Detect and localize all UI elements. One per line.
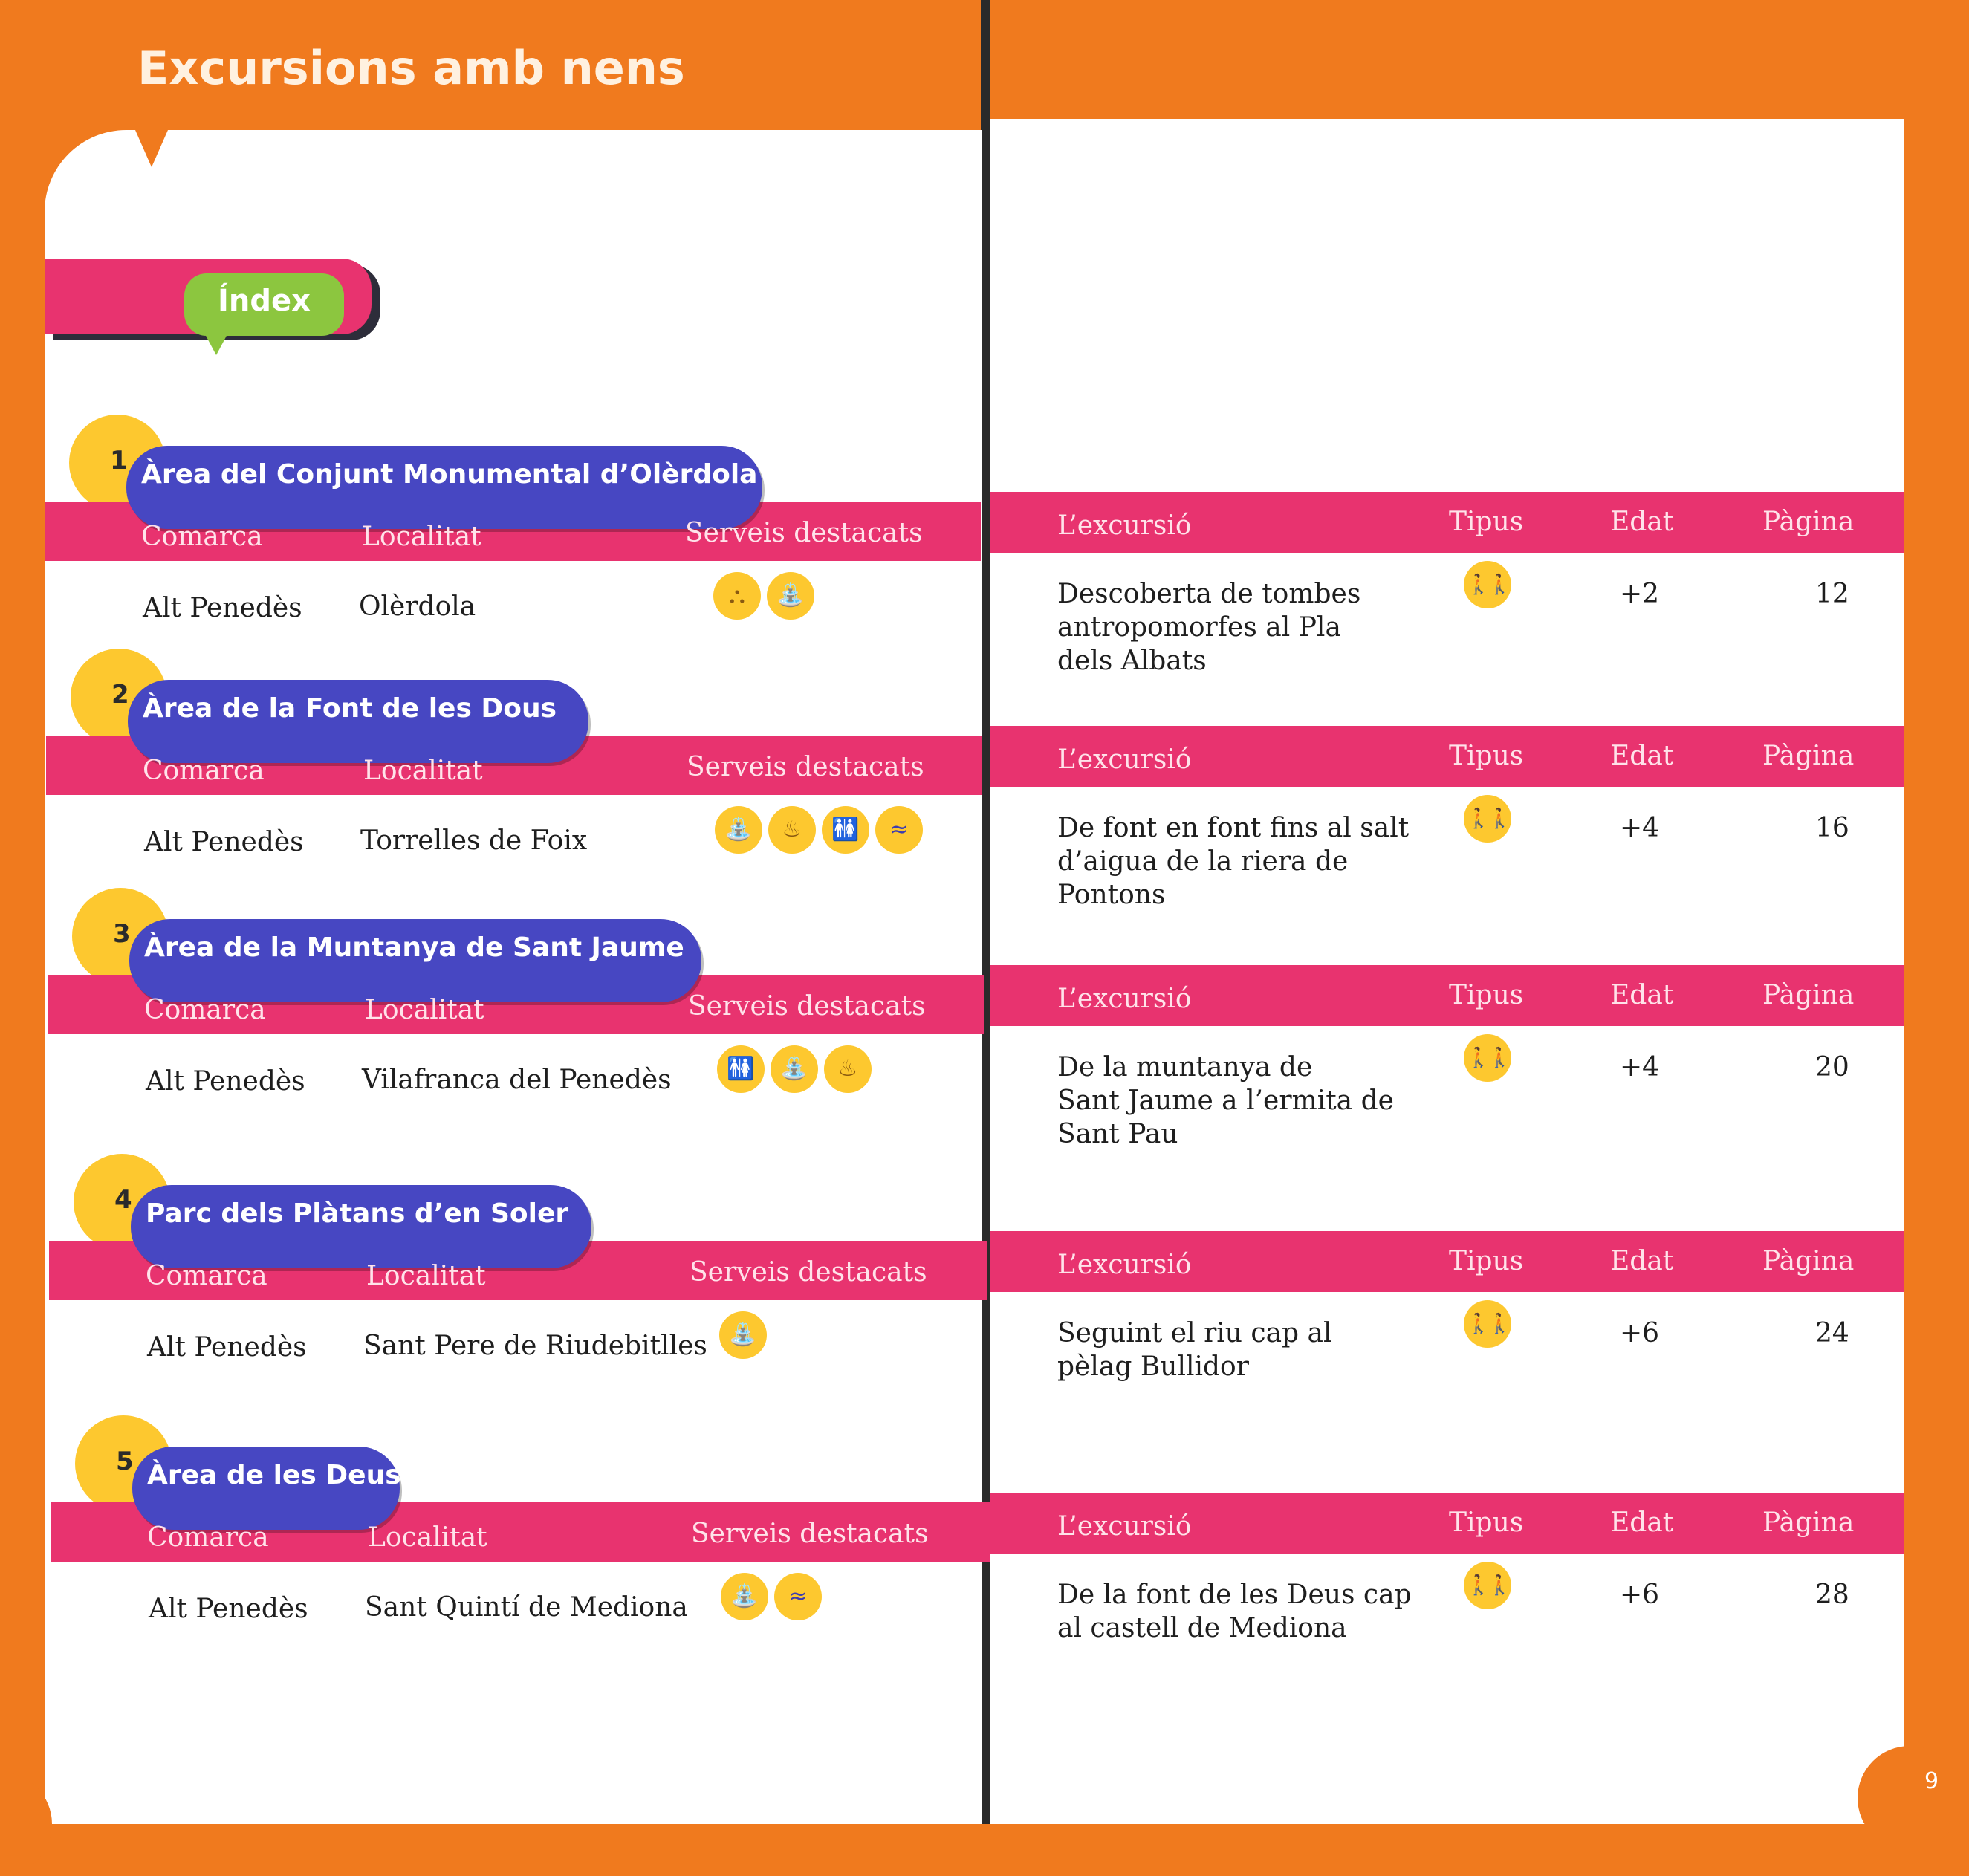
entry-pagina: 12 (1815, 579, 1849, 609)
entry-edat: +6 (1620, 1580, 1660, 1610)
entry-pagina: 20 (1815, 1052, 1849, 1083)
barbecue-icon: ♨ (824, 1045, 872, 1093)
header-serveis: Serveis destacats (687, 752, 924, 782)
entry-name-pill (126, 446, 762, 529)
index-entry (0, 1447, 1969, 1699)
header-comarca: Comarca (144, 995, 266, 1025)
entry-name-pill (128, 680, 588, 763)
header-excursio: L’excursió (1057, 510, 1192, 541)
entry-comarca: Alt Penedès (144, 827, 304, 857)
page-number-left: 8 (56, 1787, 71, 1813)
header-localitat: Localitat (368, 1522, 487, 1553)
wc-icon: 🚻 (717, 1045, 765, 1093)
entry-localitat: Sant Pere de Riudebitlles (363, 1331, 707, 1361)
entry-pagina: 16 (1815, 813, 1849, 843)
fountain-icon: ⛲ (771, 1045, 818, 1093)
header-excursio: L’excursió (1057, 984, 1192, 1014)
entry-edat: +4 (1620, 1052, 1660, 1083)
entry-excursio: De la font de les Deus cap al castell de Mediona (1057, 1580, 1412, 1643)
entry-number: 3 (113, 919, 131, 949)
header-localitat: Localitat (363, 756, 483, 786)
header-tipus: Tipus (1449, 1507, 1524, 1538)
header-pagina: Pàgina (1762, 1246, 1855, 1276)
header-pagina: Pàgina (1762, 980, 1855, 1010)
index-entry (0, 1185, 1969, 1438)
entry-excursio: De font en font fins al salt d’aigua de la riera de Pontons (1057, 813, 1410, 910)
wc-icon: 🚻 (822, 806, 869, 854)
entry-name: Àrea del Conjunt Monumental d’Olèrdola (141, 459, 758, 490)
header-comarca: Comarca (141, 522, 263, 552)
header-pagina: Pàgina (1762, 507, 1855, 537)
header-edat: Edat (1610, 1507, 1674, 1538)
header-localitat: Localitat (365, 995, 484, 1025)
fountain-icon: ⛲ (767, 572, 814, 620)
page-number-right: 9 (1924, 1768, 1939, 1794)
entry-localitat: Olèrdola (359, 591, 476, 622)
entry-number: 5 (116, 1447, 134, 1476)
header-excursio: L’excursió (1057, 1250, 1192, 1280)
header-edat: Edat (1610, 1246, 1674, 1276)
header-localitat: Localitat (362, 522, 481, 552)
fountain-icon: ⛲ (719, 1311, 767, 1359)
index-notch (204, 333, 228, 355)
header-pagina: Pàgina (1762, 741, 1855, 771)
entry-excursio: Descoberta de tombes antropomorfes al Pla dels Albats (1057, 579, 1361, 676)
header-localitat: Localitat (366, 1261, 486, 1291)
header-excursio: L’excursió (1057, 1511, 1192, 1542)
index-entry (0, 680, 1969, 932)
swimming-icon: ≈ (875, 806, 923, 854)
entry-name: Àrea de la Font de les Dous (143, 693, 557, 724)
ruins-icon: ⛬ (713, 572, 761, 620)
header-edat: Edat (1610, 507, 1674, 537)
barbecue-icon: ♨ (768, 806, 816, 854)
entry-localitat: Vilafranca del Penedès (362, 1065, 672, 1095)
entry-name: Àrea de la Muntanya de Sant Jaume (144, 932, 684, 963)
entry-pagina: 28 (1815, 1580, 1849, 1610)
hiking-icon: 🚶🚶 (1464, 795, 1511, 843)
corner-right (1858, 1746, 1962, 1850)
fountain-icon: ⛲ (715, 806, 762, 854)
header-tipus: Tipus (1449, 741, 1524, 771)
header-tipus: Tipus (1449, 980, 1524, 1010)
index-label-pill (184, 273, 344, 336)
header-pagina: Pàgina (1762, 1507, 1855, 1538)
header-serveis: Serveis destacats (690, 1257, 927, 1288)
entry-number: 1 (110, 446, 128, 476)
entry-pagina: 24 (1815, 1318, 1849, 1348)
header-tipus: Tipus (1449, 1246, 1524, 1276)
hiking-icon: 🚶🚶 (1464, 561, 1511, 608)
header-comarca: Comarca (146, 1261, 267, 1291)
entry-edat: +6 (1620, 1318, 1660, 1348)
swimming-icon: ≈ (774, 1573, 822, 1620)
header-excursio: L’excursió (1057, 744, 1192, 775)
entry-comarca: Alt Penedès (147, 1332, 307, 1363)
hiking-icon: 🚶🚶 (1464, 1034, 1511, 1082)
header-serveis: Serveis destacats (691, 1519, 929, 1549)
entry-name-pill (132, 1447, 400, 1530)
index-entry (0, 919, 1969, 1172)
header-edat: Edat (1610, 741, 1674, 771)
entry-name-pill (129, 919, 701, 1002)
header-tipus: Tipus (1449, 507, 1524, 537)
entry-excursio: Seguint el riu cap al pèlag Bullidor (1057, 1318, 1332, 1382)
entry-excursio: De la muntanya de Sant Jaume a l’ermita de Sant Pau (1057, 1052, 1394, 1149)
entry-name-pill (131, 1185, 591, 1268)
page-title: Excursions amb nens (137, 41, 685, 95)
entry-edat: +2 (1620, 579, 1660, 609)
entry-comarca: Alt Penedès (149, 1594, 308, 1624)
entry-edat: +4 (1620, 813, 1660, 843)
title-notch (135, 130, 168, 167)
header-comarca: Comarca (147, 1522, 269, 1553)
index-label: Índex (218, 284, 311, 318)
entry-number: 4 (114, 1185, 132, 1215)
entry-comarca: Alt Penedès (146, 1066, 305, 1097)
header-comarca: Comarca (143, 756, 265, 786)
entry-localitat: Sant Quintí de Mediona (365, 1592, 688, 1623)
fountain-icon: ⛲ (721, 1573, 768, 1620)
entry-name: Àrea de les Deus (147, 1460, 401, 1490)
header-serveis: Serveis destacats (688, 991, 926, 1022)
header-edat: Edat (1610, 980, 1674, 1010)
hiking-icon: 🚶🚶 (1464, 1562, 1511, 1609)
entry-comarca: Alt Penedès (143, 593, 302, 623)
hiking-icon: 🚶🚶 (1464, 1300, 1511, 1348)
header-serveis: Serveis destacats (685, 518, 923, 548)
index-entry (0, 446, 1969, 698)
entry-number: 2 (111, 680, 129, 710)
entry-localitat: Torrelles de Foix (360, 825, 588, 856)
entry-name: Parc dels Plàtans d’en Soler (146, 1198, 569, 1229)
